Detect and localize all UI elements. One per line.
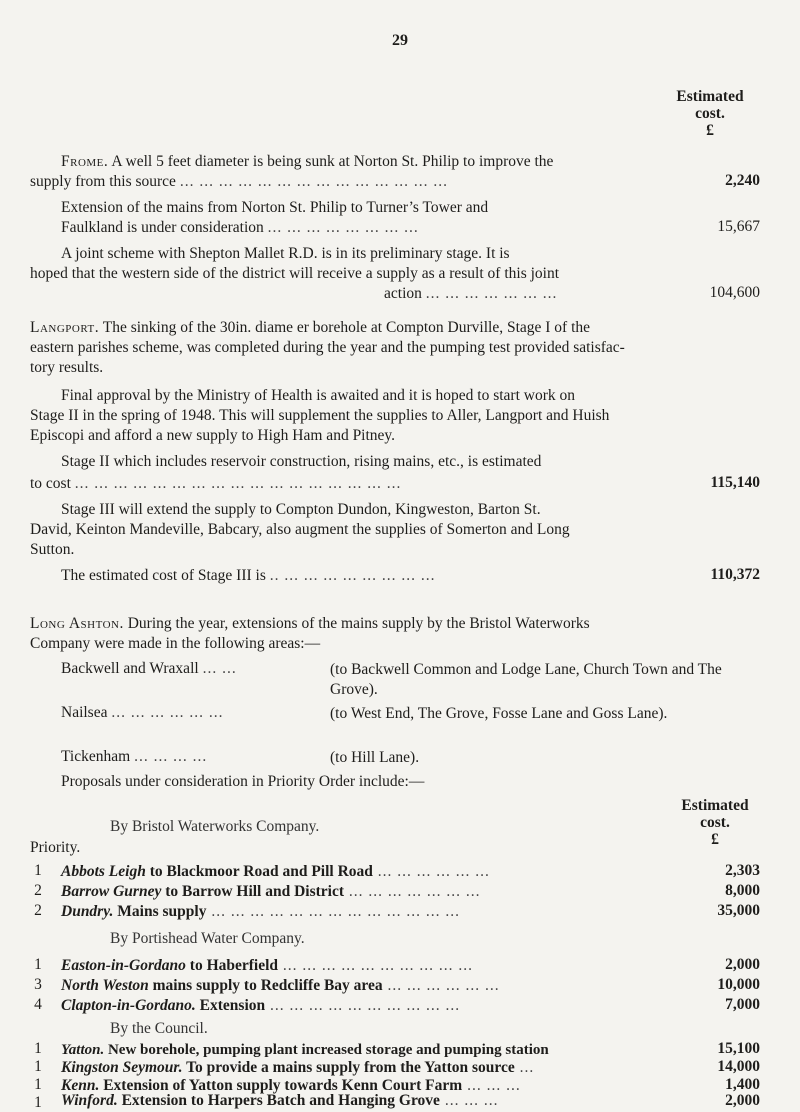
priority-number: 2 — [34, 902, 42, 919]
long-ashton-intro-line2: Company were made in the following areas:— — [30, 635, 321, 652]
langport-amount-stage3: 110,372 — [710, 566, 760, 583]
item-text: Extension of Yatton supply towards Kenn Court Farm — [103, 1077, 463, 1094]
area-detail: (to Backwell Common and Lodge Lane, Church Town and The Grove). — [330, 661, 722, 698]
priority-number: 1 — [34, 956, 42, 973]
item-name: Abbots Leigh — [61, 863, 146, 880]
item-name: Easton-in-Gordano — [61, 957, 186, 974]
item-amount: 10,000 — [717, 976, 760, 993]
langport-para5-line1: The estimated cost of Stage III is — [61, 567, 266, 584]
item-text: mains supply to Redcliffe Bay area — [152, 977, 383, 994]
cost-label: cost. — [700, 814, 730, 831]
frome-amount-1: 2,240 — [725, 172, 760, 189]
langport-para2-line3: Episcopi and afford a new supply to High Ham and Pitney. — [30, 427, 396, 444]
item-amount: 1,400 — [725, 1076, 760, 1093]
currency-symbol: £ — [711, 831, 719, 848]
item-name: Kingston Seymour. — [61, 1059, 183, 1076]
item-name: Dundry. — [61, 903, 114, 920]
item-text: Mains supply — [117, 903, 207, 920]
section-title-long-ashton: Long Ashton. — [30, 615, 124, 632]
frome-para2-line1: Extension of the mains from Norton St. Philip to Turner’s Tower and — [61, 199, 489, 216]
priority-number: 3 — [34, 976, 42, 993]
item-text: to Haberfield — [189, 957, 279, 974]
priority-number: 1 — [34, 1094, 42, 1111]
frome-amount-3: 104,600 — [709, 284, 760, 301]
group-heading-portishead: By Portishead Water Company. — [110, 930, 305, 947]
item-name: Barrow Gurney — [61, 883, 162, 900]
langport-amount-stage2: 115,140 — [710, 474, 760, 491]
item-amount: 7,000 — [725, 996, 760, 1013]
section-title-langport: Langport. — [30, 319, 100, 336]
langport-para3-line2: to cost — [30, 475, 71, 492]
langport-para1-line3: tory results. — [30, 359, 104, 376]
area-place: Nailsea — [61, 704, 108, 721]
estimated-cost-label: Estimated — [676, 88, 744, 105]
estimated-cost-header — [660, 88, 760, 139]
frome-para1-line2: supply from this source — [30, 173, 176, 190]
currency-symbol: £ — [706, 122, 714, 139]
item-amount: 2,000 — [725, 956, 760, 973]
langport-para4-line1: Stage III will extend the supply to Compton Dundon, Kingweston, Barton St. — [61, 501, 541, 518]
langport-para1-line2: eastern parishes scheme, was completed during the year and the pumping test provided satisfac- — [30, 339, 625, 356]
frome-para3-line1: A joint scheme with Shepton Mallet R.D. is in its preliminary stage. It is — [61, 245, 510, 262]
proposals-line: Proposals under consideration in Priority Order include:— — [61, 773, 425, 790]
item-text: Extension — [199, 997, 266, 1014]
page-number: 29 — [392, 32, 408, 49]
item-amount: 8,000 — [725, 882, 760, 899]
item-amount: 2,303 — [725, 862, 760, 879]
item-name: Winford. — [61, 1092, 118, 1109]
long-ashton-intro-line1: During the year, extensions of the mains supply by the Bristol Waterworks — [127, 615, 590, 632]
langport-para3-line1: Stage II which includes reservoir construction, rising mains, etc., is estimated — [61, 453, 542, 470]
langport-para2-line1: Final approval by the Ministry of Health is awaited and it is hoped to start work on — [61, 387, 575, 404]
langport-para2-line2: Stage II in the spring of 1948. This will supplement the supplies to Aller, Langport and Huish — [30, 407, 610, 424]
langport-para4-line3: Sutton. — [30, 541, 75, 558]
area-detail: (to West End, The Grove, Fosse Lane and Goss Lane). — [330, 705, 668, 722]
estimated-cost-header-2 — [660, 797, 770, 848]
priority-label: Priority. — [30, 839, 81, 856]
frome-para1-line1: A well 5 feet diameter is being sunk at Norton St. Philip to improve the — [111, 153, 554, 170]
item-text: to Blackmoor Road and Pill Road — [149, 863, 373, 880]
priority-number: 2 — [34, 882, 42, 899]
frome-para2-line2: Faulkland is under consideration — [61, 219, 264, 236]
section-title-frome: Frome. — [61, 153, 109, 170]
priority-number: 1 — [34, 1040, 42, 1057]
frome-para3-line3: action — [384, 285, 422, 302]
langport-para1-line1: The sinking of the 30in. diame er borehole at Compton Durville, Stage I of the — [102, 319, 591, 336]
priority-number: 4 — [34, 996, 42, 1013]
area-detail: (to Hill Lane). — [330, 749, 420, 766]
priority-number: 1 — [34, 862, 42, 879]
item-text: Extension to Harpers Batch and Hanging Grove — [117, 1092, 440, 1109]
item-text: New borehole, pumping plant increased storage and pumping station — [107, 1042, 549, 1058]
estimated-cost-label: Estimated — [681, 797, 749, 814]
priority-number: 1 — [34, 1058, 42, 1075]
group-heading-council: By the Council. — [110, 1020, 208, 1037]
item-name: North Weston — [61, 977, 149, 994]
frome-para3-line2: hoped that the western side of the district will receive a supply as a result of this joint — [30, 265, 560, 282]
priority-number: 1 — [34, 1076, 42, 1093]
item-name: Kenn. — [61, 1077, 100, 1094]
area-place: Backwell and Wraxall — [61, 660, 199, 677]
langport-para4-line2: David, Keinton Mandeville, Babcary, also augment the supplies of Somerton and Long — [30, 521, 570, 538]
item-amount: 2,000 — [725, 1092, 760, 1109]
group-heading-bristol: By Bristol Waterworks Company. — [110, 818, 320, 835]
item-text: to Barrow Hill and District — [165, 883, 345, 900]
cost-label: cost. — [695, 105, 725, 122]
item-name: Clapton-in-Gordano. — [61, 997, 196, 1014]
item-amount: 14,000 — [717, 1058, 760, 1075]
item-amount: 35,000 — [717, 902, 760, 919]
item-amount: 15,100 — [717, 1040, 760, 1057]
item-text: To provide a mains supply from the Yatton source — [186, 1059, 515, 1076]
frome-amount-2: 15,667 — [717, 218, 760, 235]
item-name: Yatton. — [61, 1042, 105, 1058]
area-place: Tickenham — [61, 748, 131, 765]
